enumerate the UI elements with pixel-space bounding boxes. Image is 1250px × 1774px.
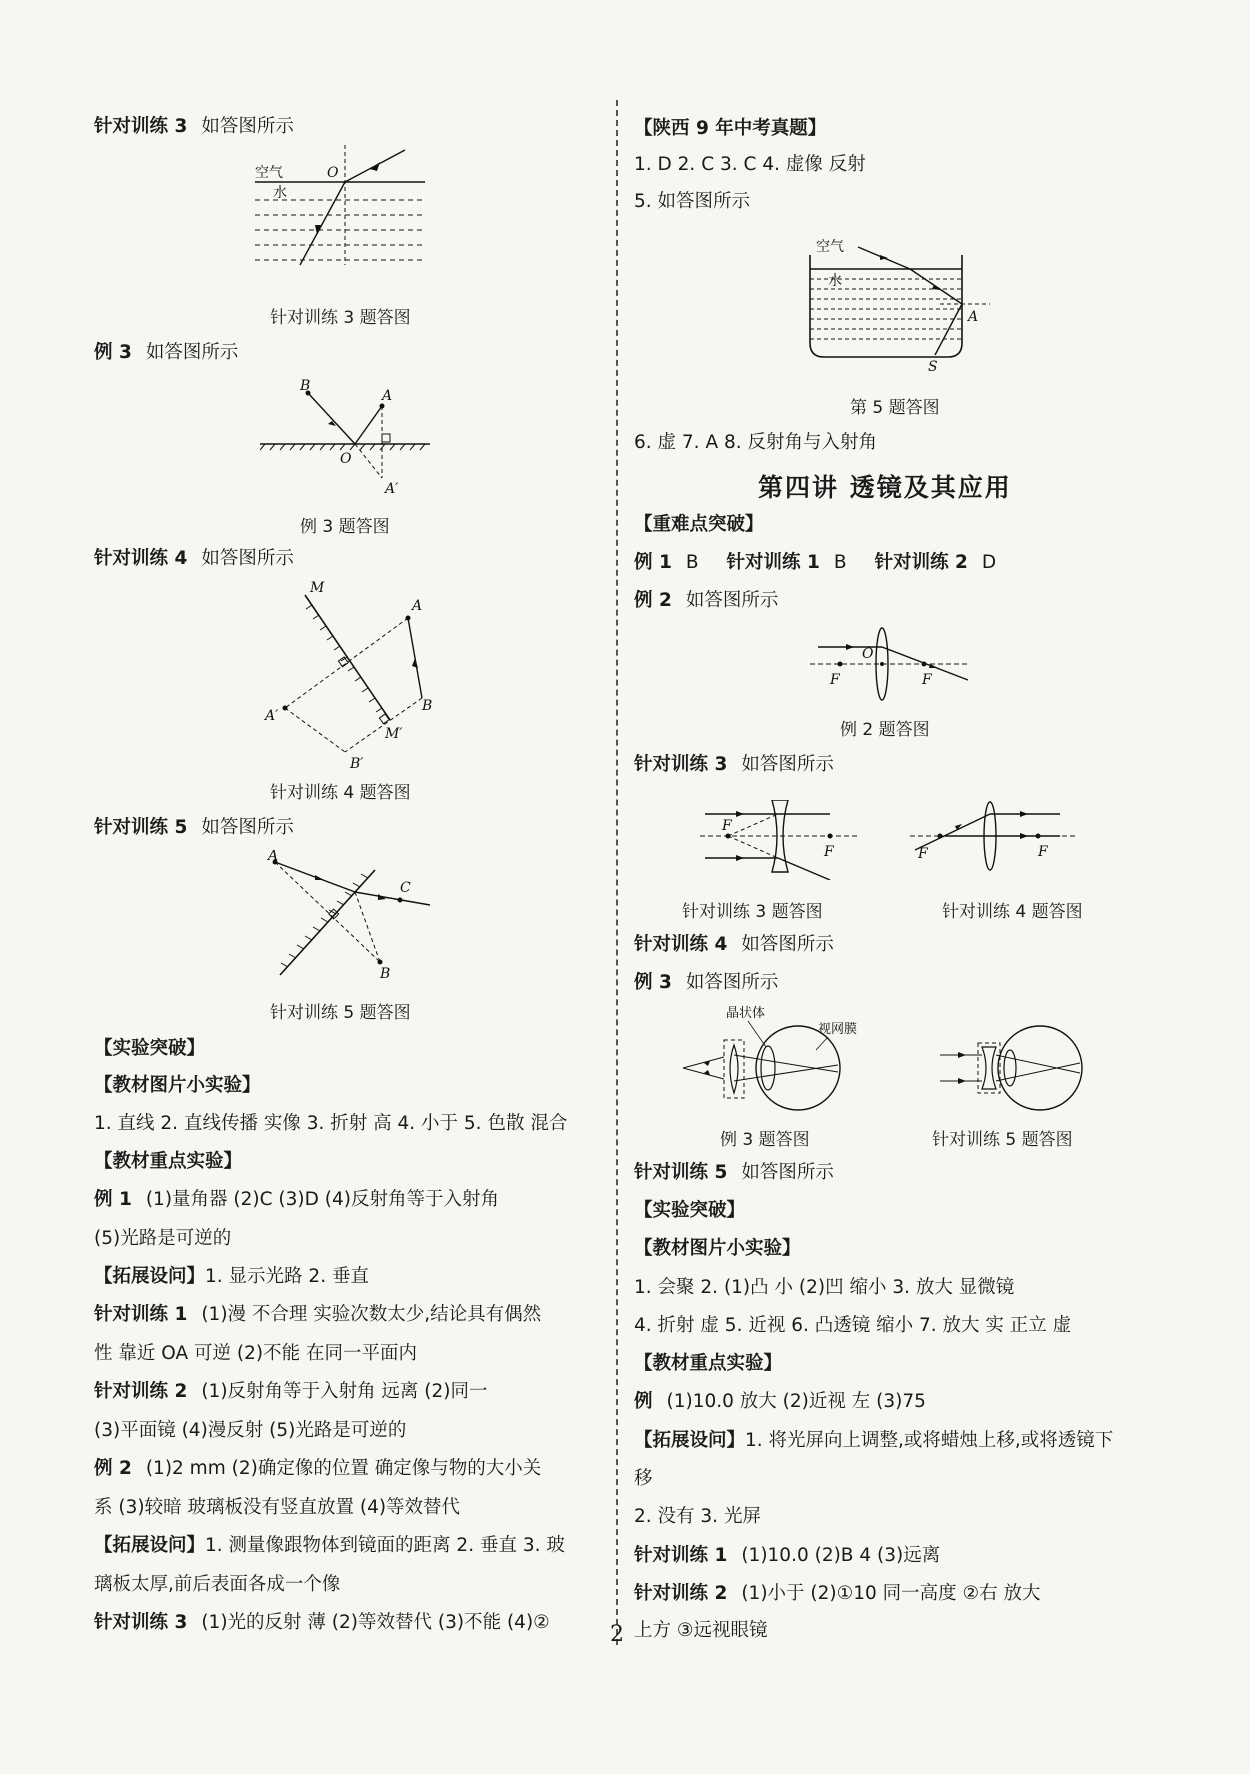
caption-fig2: 例 3 题答图 <box>300 517 390 537</box>
heading-key-experiment: 【教材重点实验】 <box>94 1151 243 1172</box>
left-line-1: 针对训练 3 如答图所示 <box>94 116 294 137</box>
focus-left: F <box>722 818 732 834</box>
point-a: A <box>968 309 979 325</box>
heading-key-experiment-right: 【教材重点实验】 <box>634 1353 783 1374</box>
mirror-image-diagram <box>260 580 450 770</box>
caption-fig9: 例 3 题答图 <box>720 1130 810 1150</box>
focus-right: F <box>824 844 834 860</box>
left-line-t2a: 针对训练 2 (1)反射角等于入射角 远离 (2)同一 <box>94 1381 488 1402</box>
right-line-r15: 2. 没有 3. 光屏 <box>634 1506 761 1527</box>
focus-right: F <box>1038 844 1048 860</box>
right-line-r4: 例 1 B 针对训练 1 B 针对训练 2 D <box>634 552 997 573</box>
right-line-r9: 针对训练 5 如答图所示 <box>634 1162 834 1183</box>
right-line-r8: 例 3 如答图所示 <box>634 972 779 993</box>
convex-lens-diagram-2 <box>910 800 1080 880</box>
right-line-r2: 5. 如答图所示 <box>634 191 751 212</box>
point-b: B <box>422 698 433 714</box>
point-b-prime: B′ <box>350 756 364 770</box>
air-label: 空气 <box>255 165 283 181</box>
focus-left: F <box>830 672 840 688</box>
retina-label: 视网膜 <box>818 1022 858 1037</box>
right-line-r18: 上方 ③远视眼镜 <box>634 1620 768 1641</box>
plane-mirror-diagram <box>260 850 440 985</box>
caption-fig5: 第 5 题答图 <box>850 398 940 418</box>
focus-left: F <box>918 846 928 862</box>
heading-picture-experiment: 【教材图片小实验】 <box>94 1075 261 1096</box>
right-line-r17: 针对训练 2 (1)小于 (2)①10 同一高度 ②右 放大 <box>634 1583 1041 1604</box>
right-line-r14: 移 <box>634 1468 653 1489</box>
caption-fig4: 针对训练 5 题答图 <box>270 1003 411 1023</box>
right-line-r6: 针对训练 3 如答图所示 <box>634 754 834 775</box>
point-a: A <box>268 850 279 864</box>
caption-fig10: 针对训练 5 题答图 <box>932 1130 1073 1150</box>
left-line-exp1a: 1. 直线 2. 直线传播 实像 3. 折射 高 4. 小于 5. 色散 混合 <box>94 1113 568 1134</box>
right-line-r5: 例 2 如答图所示 <box>634 590 779 611</box>
right-line-r1: 1. D 2. C 3. C 4. 虚像 反射 <box>634 154 866 175</box>
caption-fig7: 针对训练 3 题答图 <box>682 902 823 922</box>
water-label: 水 <box>273 185 287 201</box>
reflection-diagram <box>260 378 440 498</box>
left-line-t1b: 性 靠近 OA 可逆 (2)不能 在同一平面内 <box>94 1343 418 1364</box>
left-line-ext2a: 【拓展设问】1. 测量像跟物体到镜面的距离 2. 垂直 3. 玻 <box>94 1535 565 1556</box>
air-label: 空气 <box>816 239 844 255</box>
heading-experiment-right: 【实验突破】 <box>634 1200 746 1221</box>
left-line-ex1a: 例 1 (1)量角器 (2)C (3)D (4)反射角等于入射角 <box>94 1189 499 1210</box>
water-label: 水 <box>828 273 842 289</box>
caption-fig1: 针对训练 3 题答图 <box>270 308 411 328</box>
point-o: O <box>862 646 874 662</box>
heading-key-points: 【重难点突破】 <box>634 514 764 535</box>
caption-fig8: 针对训练 4 题答图 <box>942 902 1083 922</box>
point-b: B <box>380 966 391 982</box>
left-line-ex2b: 系 (3)较暗 玻璃板没有竖直放置 (4)等效替代 <box>94 1497 461 1518</box>
crystalline-lens-label: 晶状体 <box>726 1006 766 1021</box>
right-line-r12: 例 (1)10.0 放大 (2)近视 左 (3)75 <box>634 1391 926 1412</box>
right-line-r7: 针对训练 4 如答图所示 <box>634 934 834 955</box>
left-line-ex1b: (5)光路是可逆的 <box>94 1228 232 1249</box>
eye-nearsighted-diagram <box>940 1015 1100 1115</box>
caption-fig3: 针对训练 4 题答图 <box>270 783 411 803</box>
focus-right: F <box>922 672 932 688</box>
point-c: C <box>400 880 411 896</box>
left-line-ex2a: 例 2 (1)2 mm (2)确定像的位置 确定像与物的大小关 <box>94 1458 542 1479</box>
tank-refraction-diagram <box>800 235 1000 375</box>
point-a: A <box>412 598 423 614</box>
point-a: A <box>382 388 393 404</box>
right-line-r11: 4. 折射 虚 5. 近视 6. 凸透镜 缩小 7. 放大 实 正立 虚 <box>634 1315 1072 1336</box>
left-line-ext2b: 璃板太厚,前后表面各成一个像 <box>94 1574 341 1595</box>
convex-lens-diagram <box>810 622 980 702</box>
point-s: S <box>928 359 938 375</box>
right-line-r16: 针对训练 1 (1)10.0 (2)B 4 (3)远离 <box>634 1545 941 1566</box>
point-a-prime: A′ <box>385 481 399 497</box>
right-line-r3: 6. 虚 7. A 8. 反射角与入射角 <box>634 432 878 453</box>
left-line-t1a: 针对训练 1 (1)漫 不合理 实验次数太少,结论具有偶然 <box>94 1304 542 1325</box>
point-b: B <box>300 378 311 394</box>
eye-farsighted-diagram <box>678 1005 858 1115</box>
left-line-ext1: 【拓展设问】1. 显示光路 2. 垂直 <box>94 1266 369 1287</box>
heading-shaanxi: 【陕西 9 年中考真题】 <box>634 118 827 139</box>
column-divider <box>616 100 618 1645</box>
left-line-2: 例 3 如答图所示 <box>94 342 239 363</box>
point-m: M <box>310 580 325 596</box>
point-o: O <box>327 165 339 181</box>
left-line-t2b: (3)平面镜 (4)漫反射 (5)光路是可逆的 <box>94 1420 407 1441</box>
caption-fig6: 例 2 题答图 <box>840 720 930 740</box>
right-line-r10: 1. 会聚 2. (1)凸 小 (2)凹 缩小 3. 放大 显微镜 <box>634 1277 1015 1298</box>
right-line-r13: 【拓展设问】1. 将光屏向上调整,或将蜡烛上移,或将透镜下 <box>634 1430 1114 1451</box>
refraction-diagram <box>255 145 445 280</box>
heading-picture-experiment-right: 【教材图片小实验】 <box>634 1238 801 1259</box>
concave-lens-diagram <box>700 800 870 880</box>
point-m-prime: M′ <box>385 726 403 742</box>
point-o: O <box>340 451 352 467</box>
left-line-t3: 针对训练 3 (1)光的反射 薄 (2)等效替代 (3)不能 (4)② <box>94 1612 550 1633</box>
left-line-4: 针对训练 5 如答图所示 <box>94 817 294 838</box>
left-line-3: 针对训练 4 如答图所示 <box>94 548 294 569</box>
page-number: 2 <box>610 1622 624 1647</box>
point-a-prime: A′ <box>265 708 279 724</box>
heading-experiment: 【实验突破】 <box>94 1038 206 1059</box>
section-title: 第四讲 透镜及其应用 <box>758 473 1012 502</box>
